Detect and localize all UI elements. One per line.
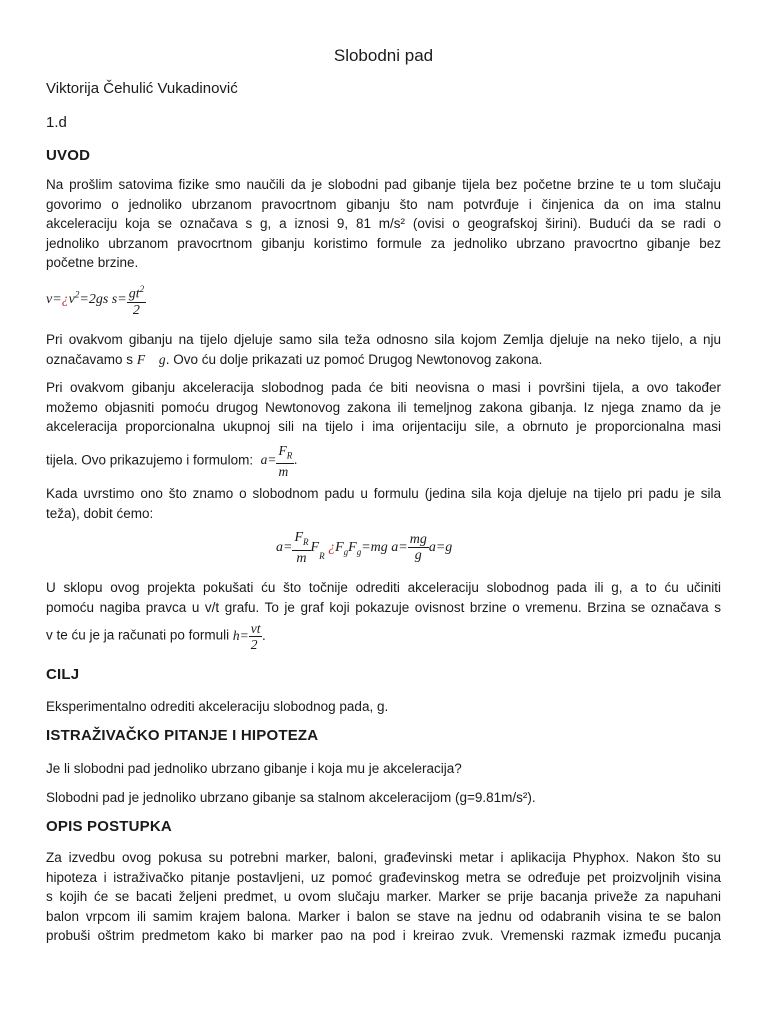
uvod-paragraph-3: Pri ovakvom gibanju akceleracija slobodnog pada će biti neovisna o masi i površini tijela, a ovo također možemo objasniti pomoću drugog Newtonovog zakona ili temeljnog zakona gibanja. Iz njega znamo da je akceleracija proporcionalna ukupnoj sili na tijelo i ima orijentaciju sile, a obrnuto je proporcionalna masi tijela. Ovo prikazujemo i formulom: a= $\frac{F_R}{m}$ . [46,380,721,480]
section-heading-postupak: OPIS POSTUPKA [46,818,172,835]
derivation-formula: a= $\frac{F_R}{m}$ $F_R$ ¿$F_gF_g=mg$ a= $\frac{mg}{g}$ a=g [276,530,453,566]
research-question: Je li slobodni pad jednoliko ubrzano gibanje i koja mu je akceleracija? [46,761,462,776]
uvod-paragraph-4: Kada uvrstimo ono što znamo o slobodnom padu u formulu (jedina sila koja djeluje na tijelo pri padu je sila teža), dobit ćemo: [46,486,721,521]
postupak-paragraph: Za izvedbu ovog pokusa su potrebni marker, baloni, građevinski metar i aplikacija Phyphox. Nakon što su hipoteza i istraživačko pitanje postavljeni, uz pomoć građevinskog metra se određuje pet proizvoljnih visina s kojih će se bacati željeni predmet, u ovom slučaju marker. Marker se prije bacanja priveže za napuhani balon vrpcom ili samim krajem balona. Marker i balon se stave na jednu od odabranih visina te se balon probuši oštrim predmetom kako bi marker pao na pod i kreirao zvuk. Vremenski razmak između pucanja [46,850,721,943]
class-label: 1.d [46,114,67,131]
hypothesis: Slobodni pad je jednoliko ubrzano gibanje sa stalnom akceleracijom (g=9.81m/s²). [46,790,536,805]
section-heading-uvod: UVOD [46,147,91,164]
height-formula: h= $\frac{vt}{2}$ . [232,621,266,652]
uvod-paragraph-5: U sklopu ovog projekta pokušati ću što točnije odrediti akceleraciju slobodnog pada ili g, a to ću učiniti pomoću nagiba pravca u v/t grafu. To je graf koji pokazuje ovisnost brzine o vremenu. Brzina se označava s v te ću je ja računati po formuli h= $\frac{vt}{2}$ . [46,580,721,652]
kinematics-formulas: $v=¿v^2=2gs$ s= $\frac{gt^2}{2}$ [46,284,145,318]
gravity-force-symbol: F⃗ g [136,351,166,367]
document-title: Slobodni pad [333,46,434,65]
uvod-paragraph-2: Pri ovakvom gibanju na tijelo djeluje samo sila teža odnosno sila kojom Zemlja djeluje na neko tijelo, a nju označavamo s F⃗ g. Ovo ću dolje prikazati uz pomoć Drugog Newtonovog zakona. [46,332,721,367]
cilj-text: Eksperimentalno odrediti akceleraciju slobodnog pada, g. [46,699,389,714]
section-heading-pitanje: ISTRAŽIVAČKO PITANJE I HIPOTEZA [46,727,319,744]
section-heading-cilj: CILJ [46,666,80,683]
newton-second-law-formula: a= $\frac{F_R}{m}$ . [260,442,298,480]
author-name: Viktorija Čehulić Vukadinović [46,80,238,97]
uvod-paragraph-1: Na prošlim satovima fizike smo naučili da je slobodni pad gibanje tijela bez početne brzine te u tom slučaju govorimo o jednoliko ubrzanom pravocrtnom gibanju što nam potvrđuje i činjenica da on ima stalnu akceleraciju koja se označava s g, a iznosi 9, 81 m/s² (ovisi o geografskoj širini). Budući da se radi o jednoliko ubrzanom pravocrtnom gibanju koristimo formule za jednoliko ubrzano pravocrtno gibanje bez početne brzine. [46,177,721,270]
